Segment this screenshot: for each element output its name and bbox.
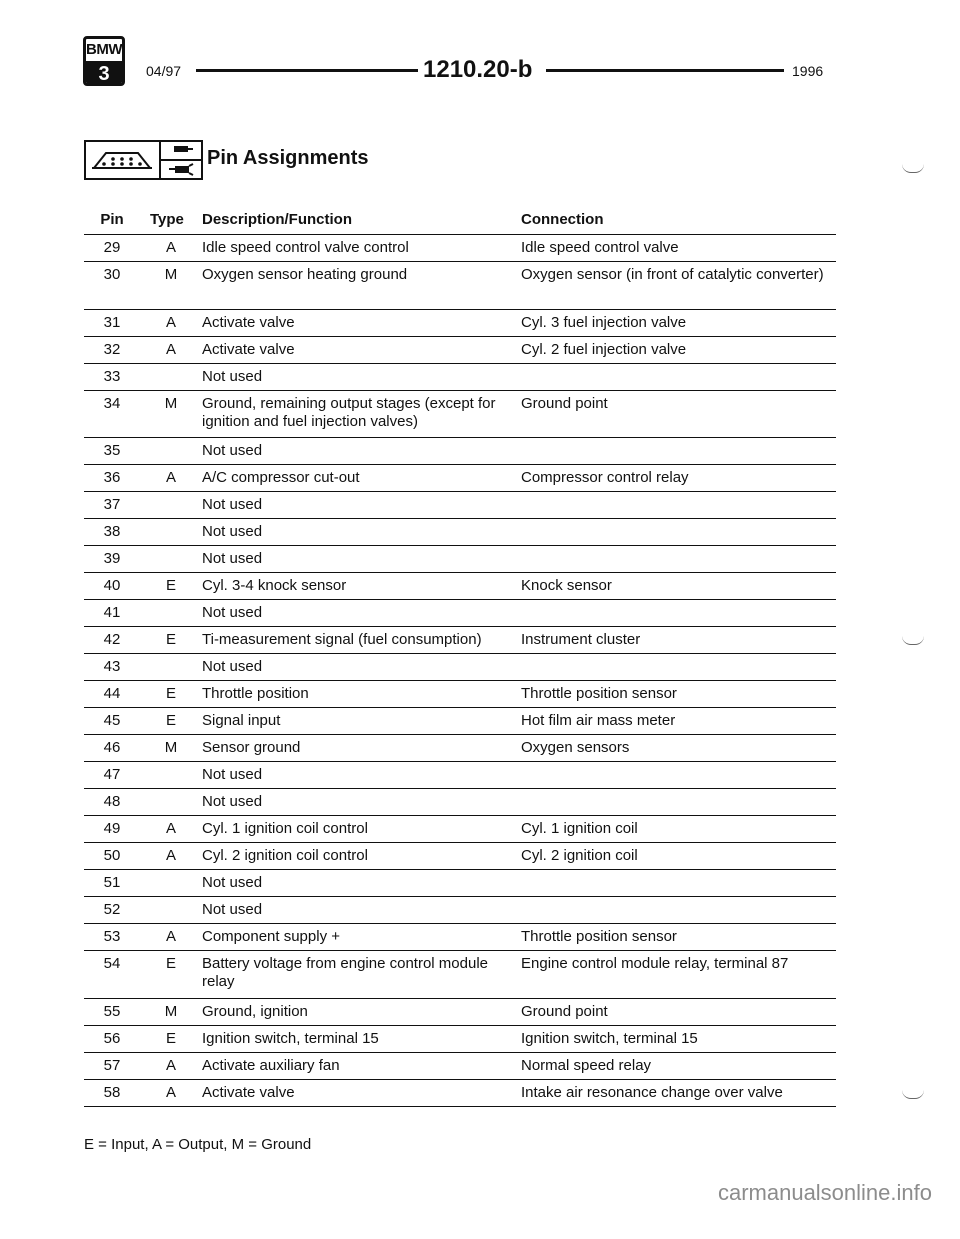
description-cell: Activate auxiliary fan <box>202 1056 340 1074</box>
connection-cell: Throttle position sensor <box>521 928 677 945</box>
pin-cell: 45 <box>103 712 121 729</box>
pin-cell: 46 <box>103 739 121 756</box>
connector-icon <box>84 140 161 180</box>
type-cell: A <box>165 313 176 331</box>
description-cell: Activate valve <box>202 340 295 358</box>
table-row <box>84 309 836 336</box>
description-cell: Sensor ground <box>202 739 301 756</box>
table-row <box>84 437 836 464</box>
description-cell: Not used <box>202 367 263 385</box>
type-cell: M <box>164 739 178 756</box>
connection-cell: Hot film air mass meter <box>521 712 676 729</box>
table-row <box>84 734 836 761</box>
column-header-description: Description/Function <box>202 211 352 228</box>
pin-cell: 58 <box>103 1083 121 1101</box>
description-cell: Not used <box>202 766 263 783</box>
table-row <box>84 518 836 545</box>
pin-cell: 56 <box>103 1029 121 1047</box>
description-cell: Not used <box>202 793 263 810</box>
table-row <box>84 680 836 707</box>
pin-cell: 39 <box>103 550 121 567</box>
type-cell: A <box>165 847 176 864</box>
scan-mark <box>902 164 924 173</box>
connection-cell: Normal speed relay <box>521 1056 652 1074</box>
connection-cell: Ground point <box>521 394 608 412</box>
table-row <box>84 572 836 599</box>
type-cell: M <box>164 1002 178 1020</box>
table-row <box>84 1052 836 1079</box>
pin-cell: 38 <box>103 523 121 540</box>
pin-cell: 43 <box>103 658 121 675</box>
connection-cell: Ground point <box>521 1002 608 1020</box>
description-cell: Cyl. 3-4 knock sensor <box>202 577 347 594</box>
description-cell: Cyl. 2 ignition coil control <box>202 847 368 864</box>
header-doc-number: 1210.20-b <box>423 56 533 83</box>
description-cell: Not used <box>202 496 263 513</box>
description-cell: Ground, remaining output stages (except for ignition and fuel injection valves) <box>202 394 496 430</box>
pin-cell: 44 <box>103 685 121 702</box>
pin-cell: 48 <box>103 793 121 810</box>
type-cell: A <box>165 1056 176 1074</box>
legend-footnote: E = Input, A = Output, M = Ground <box>84 1136 312 1153</box>
description-cell: Not used <box>202 442 263 459</box>
connection-cell: Intake air resonance change over valve <box>521 1083 783 1101</box>
type-cell: E <box>165 685 176 702</box>
connection-cell: Engine control module relay, terminal 87 <box>521 955 789 972</box>
description-cell: Ignition switch, terminal 15 <box>202 1029 379 1047</box>
header-rule-right <box>546 69 784 72</box>
connection-cell: Throttle position sensor <box>521 685 677 702</box>
pin-cell: 51 <box>103 874 121 891</box>
pin-cell: 52 <box>103 901 121 918</box>
connection-cell: Ignition switch, terminal 15 <box>521 1029 698 1047</box>
type-cell: M <box>164 394 178 412</box>
type-cell: E <box>165 1029 176 1047</box>
table-row <box>84 261 836 309</box>
table-row <box>84 363 836 390</box>
description-cell: Cyl. 1 ignition coil control <box>202 820 368 837</box>
type-cell: A <box>165 1083 176 1101</box>
connection-cell: Knock sensor <box>521 577 612 594</box>
table-row <box>84 1025 836 1052</box>
pin-cell: 42 <box>103 631 121 648</box>
description-cell: Ti-measurement signal (fuel consumption) <box>202 631 482 648</box>
page-heading: Pin Assignments <box>207 147 369 169</box>
table-row <box>84 1079 836 1107</box>
pin-cell: 31 <box>103 313 121 331</box>
description-cell: Component supply + <box>202 928 341 945</box>
connection-cell: Compressor control relay <box>521 469 689 486</box>
table-row <box>84 788 836 815</box>
table-row <box>84 707 836 734</box>
connection-cell: Oxygen sensors <box>521 739 630 756</box>
description-cell: Battery voltage from engine control module relay <box>202 955 488 990</box>
description-cell: Not used <box>202 604 263 621</box>
table-row <box>84 545 836 572</box>
pin-cell: 33 <box>103 367 121 385</box>
type-cell: A <box>165 928 176 945</box>
plug-icon <box>159 140 203 180</box>
table-row <box>84 815 836 842</box>
description-cell: Oxygen sensor heating ground <box>202 266 408 283</box>
pin-cell: 32 <box>103 340 121 358</box>
description-cell: A/C compressor cut-out <box>202 469 360 486</box>
connection-cell: Cyl. 2 ignition coil <box>521 847 638 864</box>
table-row <box>84 464 836 491</box>
pin-cell: 29 <box>103 239 121 256</box>
pin-cell: 53 <box>103 928 121 945</box>
pin-cell: 41 <box>103 604 121 621</box>
table-row <box>84 869 836 896</box>
pin-cell: 50 <box>103 847 121 864</box>
pin-cell: 40 <box>103 577 121 594</box>
pin-cell: 37 <box>103 496 121 513</box>
description-cell: Not used <box>202 901 263 918</box>
table-row <box>84 390 836 438</box>
pin-assignment-table <box>84 234 836 1107</box>
pin-cell: 36 <box>103 469 121 486</box>
pin-cell: 30 <box>103 266 121 283</box>
type-cell: A <box>165 469 176 486</box>
type-cell: E <box>165 712 176 729</box>
description-cell: Not used <box>202 550 263 567</box>
header-year: 1996 <box>792 63 824 79</box>
type-cell: A <box>165 340 176 358</box>
type-cell: E <box>165 577 176 594</box>
description-cell: Not used <box>202 523 263 540</box>
table-row <box>84 923 836 950</box>
table-row <box>84 336 836 363</box>
pin-cell: 34 <box>103 394 121 412</box>
column-header-connection: Connection <box>521 211 604 228</box>
table-row <box>84 761 836 788</box>
pin-cell: 35 <box>103 442 121 459</box>
watermark: carmanualsonline.info <box>717 1180 932 1205</box>
pin-cell: 47 <box>103 766 121 783</box>
bmw-3-series-logo <box>83 36 125 86</box>
table-row <box>84 998 836 1025</box>
header-rule-left <box>196 69 418 72</box>
pin-cell: 49 <box>103 820 121 837</box>
logo-series-text: 3 <box>86 63 122 86</box>
header-date: 04/97 <box>146 63 182 79</box>
column-header-type: Type <box>150 211 184 228</box>
description-cell: Ground, ignition <box>202 1002 308 1020</box>
description-cell: Idle speed control valve control <box>202 239 409 256</box>
connection-cell: Instrument cluster <box>521 631 641 648</box>
type-cell: A <box>165 820 176 837</box>
connection-cell: Oxygen sensor (in front of catalytic converter) <box>521 266 824 283</box>
logo-brand-text: BMW <box>86 39 122 63</box>
table-row <box>84 491 836 518</box>
table-row <box>84 626 836 653</box>
column-header-pin: Pin <box>100 211 124 228</box>
pin-cell: 55 <box>103 1002 121 1020</box>
description-cell: Activate valve <box>202 313 295 331</box>
pin-cell: 57 <box>103 1056 121 1074</box>
table-row <box>84 653 836 680</box>
table-row <box>84 842 836 869</box>
table-row <box>84 599 836 626</box>
connection-cell: Idle speed control valve <box>521 239 679 256</box>
type-cell: E <box>165 955 176 972</box>
type-cell: E <box>165 631 176 648</box>
connection-cell: Cyl. 2 fuel injection valve <box>521 340 687 358</box>
table-row <box>84 950 836 998</box>
connection-cell: Cyl. 3 fuel injection valve <box>521 313 687 331</box>
table-row <box>84 234 836 261</box>
type-cell: M <box>164 266 178 283</box>
description-cell: Signal input <box>202 712 281 729</box>
description-cell: Throttle position <box>202 685 309 702</box>
table-row <box>84 896 836 923</box>
description-cell: Activate valve <box>202 1083 295 1101</box>
pin-cell: 54 <box>103 955 121 972</box>
scan-mark <box>902 1090 924 1099</box>
type-cell: A <box>165 239 176 256</box>
connection-cell: Cyl. 1 ignition coil <box>521 820 638 837</box>
scan-mark <box>902 636 924 645</box>
description-cell: Not used <box>202 658 263 675</box>
description-cell: Not used <box>202 874 263 891</box>
